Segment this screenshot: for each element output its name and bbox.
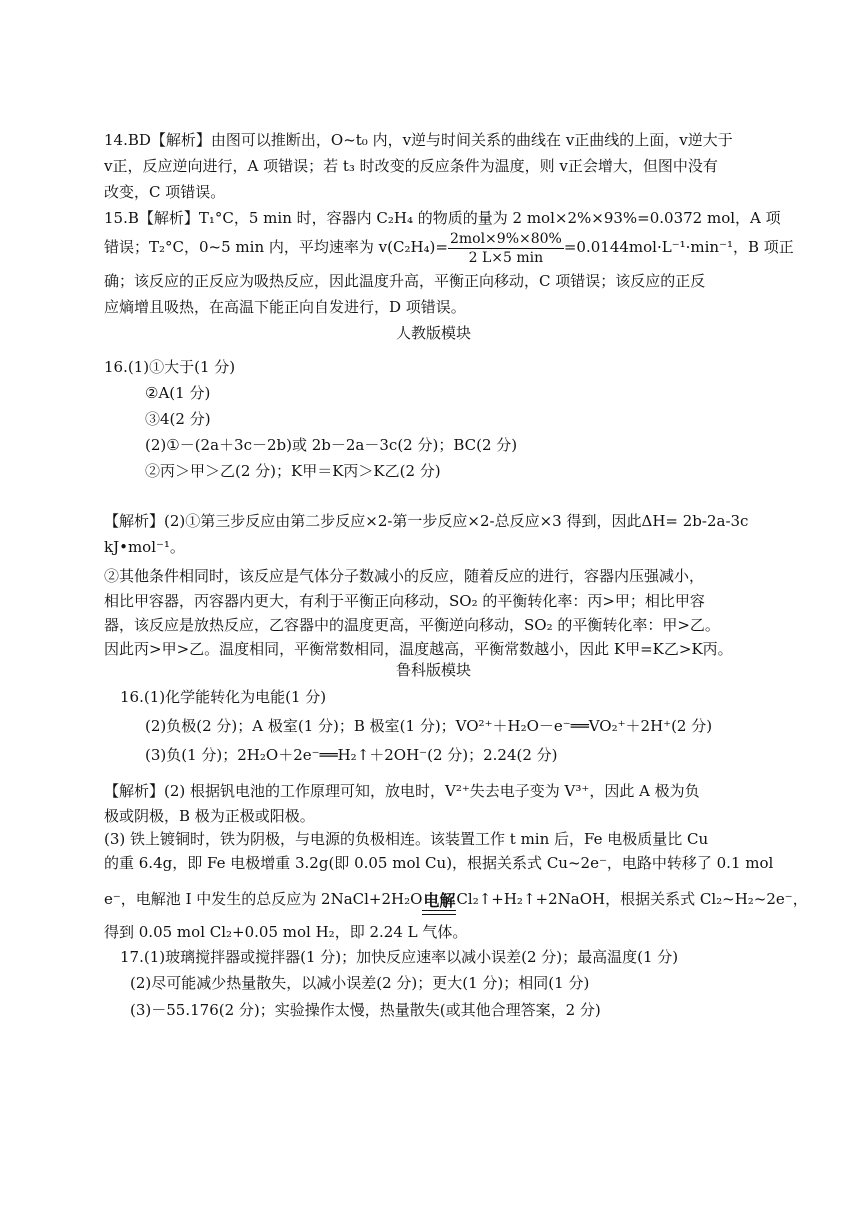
rj16-explain-4: 相比甲容器，丙容器内更大，有利于平衡正向移动，SO₂ 的平衡转化率：丙>甲；相比甲容: [104, 592, 705, 610]
section-title-renjiao: 人教版模块: [395, 324, 471, 342]
rj16-answer-4: (2)①－(2a＋3c－2b)或 2b－2a－3c(2 分)；BC(2 分): [145, 436, 518, 454]
lk16-answer-2: (2)负极(2 分)；A 极室(1 分)；B 极室(1 分)；VO²⁺＋H₂O－e⁻══VO₂⁺＋2H⁺(2 分): [145, 717, 713, 735]
q17-answer-2: (2)尽可能减少热量散失，以减小误差(2 分)；更大(1 分)；相同(1 分): [130, 974, 590, 992]
rj16-explain-1: 【解析】(2)①第三步反应由第二步反应×2-第一步反应×2-总反应×3 得到，因此ΔH= 2b-2a-3c: [104, 512, 749, 530]
rj16-explain-2: kJ•mol⁻¹。: [104, 538, 185, 556]
q15-line-2: [104, 227, 794, 267]
q15-line-1: 15.B【解析】T₁°C，5 min 时，容器内 C₂H₄ 的物质的量为 2 mol×2%×93%=0.0372 mol，A 项: [104, 209, 781, 227]
q14-line-2: v正，反应逆向进行，A 项错误；若 t₃ 时改变的反应条件为温度，则 v正会增大，但图中没有: [104, 157, 718, 175]
q17-answer-1: 17.(1)玻璃搅拌器或搅拌器(1 分)；加快反应速率以减小误差(2 分)；最高温度(1 分): [120, 948, 679, 966]
rate-fraction: [448, 230, 564, 267]
q15-line-4: 应熵增且吸热，在高温下能正向自发进行，D 项错误。: [104, 298, 466, 316]
rj16-answer-3: ③4(2 分): [145, 410, 211, 428]
rj16-explain-3: ②其他条件相同时，该反应是气体分子数减小的反应，随着反应的进行，容器内压强减小，: [104, 567, 705, 585]
electrolysis-label: 电解: [423, 891, 456, 910]
q15-line-2-result: =0.0144mol·L⁻¹·min⁻¹，B 项正: [563, 238, 794, 256]
lk16-explain-6: 得到 0.05 mol Cl₂+0.05 mol H₂，即 2.24 L 气体。: [104, 923, 468, 941]
rj16-explain-6: 因此丙>甲>乙。温度相同，平衡常数相同，温度越高，平衡常数越小，因此 K甲=K乙>K丙。: [104, 640, 733, 658]
rj16-answer-5: ②丙＞甲＞乙(2 分)；K甲＝K丙＞K乙(2 分): [145, 462, 441, 480]
q15-line-2-text: 错误；T₂°C，0~5 min 内，平均速率为 v(C₂H₄)=: [104, 238, 448, 256]
lk16-explain-5-products: Cl₂↑+H₂↑+2NaOH，根据关系式 Cl₂~H₂~2e⁻，: [456, 890, 808, 908]
fraction-denominator: 2 L×5 min: [468, 249, 544, 266]
lk16-explain-1: 【解析】(2) 根据钒电池的工作原理可知，放电时，V²⁺失去电子变为 V³⁺，因此 A 极为负: [104, 782, 700, 800]
rj16-answer-2: ②A(1 分): [145, 384, 211, 402]
q15-line-3: 确；该反应的正反应为吸热反应，因此温度升高，平衡正向移动，C 项错误；该反应的正反: [104, 272, 706, 290]
fraction-numerator: 2mol×9%×80%: [449, 230, 562, 247]
rj16-answer-1: 16.(1)①大于(1 分): [104, 358, 236, 376]
lk16-explain-3: (3) 铁上镀铜时，铁为阴极，与电源的负极相连。该装置工作 t min 后，Fe 电极质量比 Cu: [104, 830, 709, 848]
rj16-explain-5: 器，该反应是放热反应，乙容器中的温度更高，平衡逆向移动，SO₂ 的平衡转化率：甲>乙。: [104, 616, 720, 634]
section-title-luke: 鲁科版模块: [395, 661, 471, 679]
lk16-answer-1: 16.(1)化学能转化为电能(1 分): [120, 688, 327, 706]
lk16-answer-3: (3)负(1 分)；2H₂O＋2e⁻══H₂↑＋2OH⁻(2 分)；2.24(2 分): [145, 746, 558, 764]
lk16-explain-4: 的重 6.4g，即 Fe 电极增重 3.2g(即 0.05 mol Cu)，根据关系式 Cu~2e⁻，电路中转移了 0.1 mol: [104, 854, 774, 872]
lk16-explain-5: [104, 880, 808, 918]
lk16-explain-2: 极或阴极，B 极为正极或阳极。: [104, 807, 315, 825]
q14-line-3: 改变，C 项错误。: [104, 183, 226, 201]
equal-sign-symbol: [422, 910, 456, 915]
q17-answer-3: (3)－55.176(2 分)；实验操作太慢，热量散失(或其他合理答案，2 分): [130, 1001, 601, 1019]
lk16-explain-5-text: e⁻，电解池 I 中发生的总反应为 2NaCl+2H₂O: [104, 890, 423, 908]
q14-line-1: 14.BD【解析】由图可以推断出，O~t₀ 内，v逆与时间关系的曲线在 v正曲线的上面，v逆大于: [104, 131, 733, 149]
electrolysis-arrow: [422, 892, 456, 915]
